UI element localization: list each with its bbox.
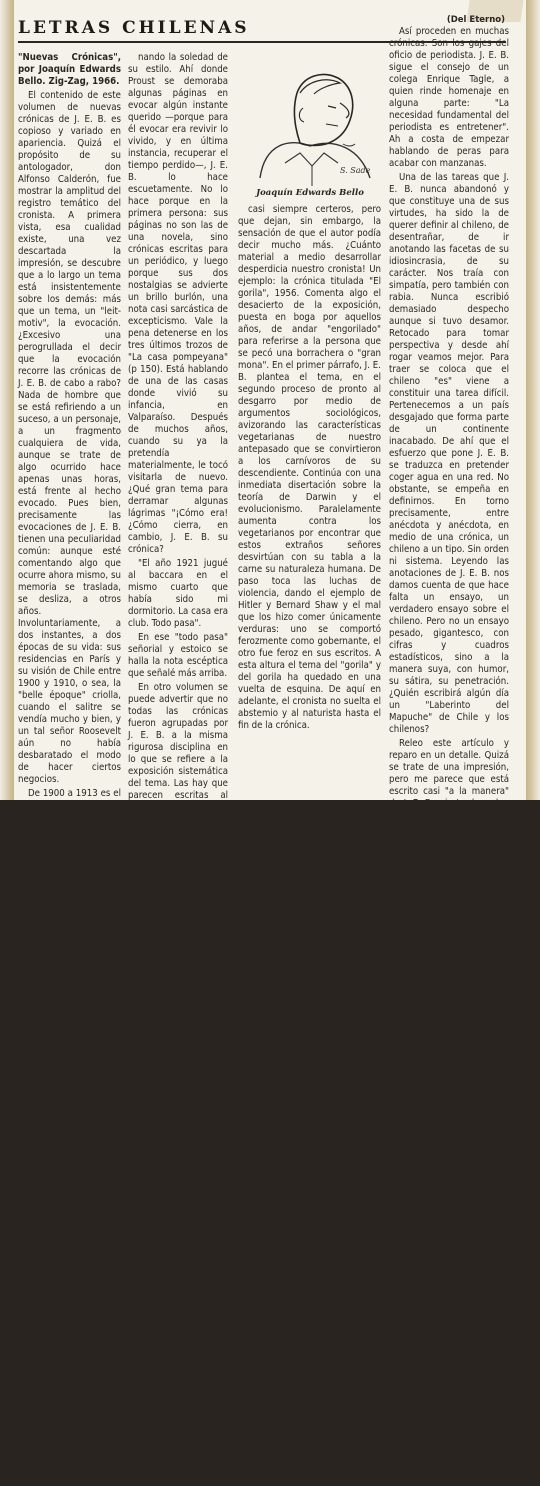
paragraph: "El que no tiene un pelo de histrión, es tonto". (389, 946, 509, 969)
article-column-2 (128, 52, 228, 1224)
paragraph: El contenido de este volumen de nuevas crónicas de J. E. B. es copioso y variado en apariencia. Quizá el propósito de su antologador, don Alfonso Calderón, fue mostrar la amplitud del registro temático del cronista. A primera vista, esa cualidad existe, una vez descartada la impresión, se descubre que a lo largo un tema está insistentemente sobre los demás: más que un tema, un "leit-motiv", la evocación. ¿Excesivo una perogrullada el decir que la evocación recorre las crónicas de J. E. B. de cabo a rabo? Nada de hombre que se está refiriendo a un suceso, a un personaje, a un fragmento cualquiera de vida, aunque se trate de algo ocurrido hace apenas unas horas, está frente al hecho evocado. Pues bien, precisamente las evocaciones de J. E. B. tienen una peculiaridad común: aunque esté comentando algo que ocurre ahora mismo, su memoria se traslada, se desliza, a otros años. Involuntariamente, a dos instantes, a dos épocas de su vida: sus residencias en París y su visión de Chile entre 1900 y 1910, o sea, la "belle époque" criolla, cuando el salitre se vendía mucho y bien, y un tal señor Roosevelt aún no había desbaratado el modo de hacer ciertos negocios. (18, 90, 121, 785)
paragraph: De 1900 a 1913 es el Chile de la infancia de J. E. B., nacido en 1887, cuatro años antes de la revolución del 91. La evocación de Valparaíso y sus puertos, un viaje "al sur", de los "viejos" y los múltiples ritornelos de Santiago se convierte en la constante de las crónicas. En general, sus comunicaciones son semejantes a las de un viejo "gourmet" que exalta con el sabor de platos al ido, con recetas inmortales de tradición en platos. La evocación es una actividad placentera, pero, simultáneamente, una aventura ingrata. Tiene algo de masoquista y también de inútil. Quien habla del pasado está, a veces sin quererlo, juzgando al presente. Y en este juicio, el presente sale siempre mal parado. No es para menos: se está confrontando una idea, con una realidad tangible. Algunas personas, sobre todo a medida que avanzan en edad, hacen que el fuego de las conversaciones se convierta en majadería. Si confrontan pasado / presente delante de gente de una generación más joven, tienen la sartén por el mango. Sobre lo único que un joven no puede discutir es sobre épocas remotas. Pero en J. E. B. no se siente la majadería. Quizá se debe a que el humor, un humor jovial, está determinando (18, 788, 121, 1483)
publication-marker: (Del Eterno) (446, 15, 505, 25)
column-marker (389, 14, 509, 26)
paragraph: Si todas las ideas pudieran expresarse de esta manera, las letras se morirían de hambre. (389, 972, 509, 1019)
clipping-edge-right (526, 0, 540, 800)
paragraph: Releo este artículo y reparo en un detalle. Quizá se trate de una impresión, pero me parece que está escrito casi "a la manera" de J. E. B.: cierto desorden expositivo, la idea que va generando a la siguiente. Ahora entonces otra peculiaridad del autor de las "Nuevas Crónicas": su estilo es contagioso. (389, 738, 509, 881)
paragraph: Así proceden en muchas crónicas. Son los gajes del oficio de periodista. J. E. B. sigue el consejo de un colega Enrique Tagle, a quien rinde homenaje en alguna parte: "La necesidad fundamental del periodista es entretener". Ah a costa de empezar hablando de peras para acabar con manzanas. (389, 26, 509, 169)
paragraph: casi siempre certeros, pero que dejan, sin embargo, la sensación de que el autor podía decir mucho más. ¿Cuánto material a medio desarrollar desperdicia nuestro cronista! Un ejemplo: la crónica titulada "El gorila", 1956. Comenta algo el desacierto de la exposición, puesta en boga por aquellos años, de andar "engorilado" para referirse a la persona que se pecó una borrachera o "gran mona". En el primer párrafo, J. E. B. plantea el tema, en el segundo proceso de pronto al desgarro por medio de argumentos sociológicos, avizorando las características vegetarianas de nuestro antepasado que se convirtieron a los carnívoros de su descendiente. Continúa con una inmediata disertación sobre la teoría de Darwin y el evolucionismo. Paralelamente aumenta contra los vegetarianos por encontrar que estos extraños señores desvirtúan con su tabla a la carne su naturaleza humana. De paso toca las luchas de violencia, dando el ejemplo de Hitler y Bernard Shaw y el mal que los hizo comer únicamente verduras: uno se comportó ferozmente como gobernante, el otro fue feroz en sus escritos. A esta altura el tema del "gorila" y del gorila ha quedado en una vuelta de esquina. De aquí en adelante, el cronista no suelta el abstemio y al naturista hasta el fin de la crónica. (238, 204, 381, 731)
paragraph: En otro volumen se puede advertir que no todas las crónicas fueron agrupadas por J. E. B. a la misma rigurosa disciplina en lo que se refiere a la exposición sistemática del tema. Las hay que parecen escritas al correr de la máquina. Sólo pueden servirles de modelo a aquellos que a cada rato andan preguntándose a los escritores "¿Cómo escribe Ud.?" o "¿De qué manera está hecho el proceso de escribir?" o "¿Qué ocurre cuando la idea pasa de la mente al papel?", y otras preguntas por el estilo que el autor, generalmente, se hace un nudo para responderlas. A menudo J. E. B. comienza con una idea y tres páginas más allá termina con otra idea en el azar y sugiere varias más. Un proceso asociativo se pone en marcha en su cabeza con rapidez asombrosa. Algo digno de ser apreciado por Jung. Una idea genera a la siguiente. Lo que abandona en el camino luego de desarrollarla con breves trazos, (128, 682, 228, 1221)
article-column-4 (389, 14, 509, 1022)
paragraph: "El año 1921 jugué al baccara en el mismo cuarto que había sido mi dormitorio. La casa era club. Todo pasa". (128, 558, 228, 629)
section-header (18, 16, 378, 40)
paragraph: En ese "todo pasa" señorial y estoico se halla la nota escéptica que señalé más arriba. (128, 632, 228, 679)
section-title: LETRAS CHILENAS (18, 18, 250, 38)
paragraph: nando la soledad de su estilo. Ahí donde Proust se demoraba algunas páginas en evocar algún instante querido —porque para él evocar era revivir lo vivido, y en última instancia, recuperar el tiempo perdido—, J. E. B. lo hace escuetamente. No lo hace porque en la primera persona: sus páginas no son las de una novela, sino crónicas escritas para un periódico, y luego porque sus dos nostalgias se advierte un brillo burlón, una nota casi sarcástica de excepticismo. Vale la pena detenerse en los tres últimos trozos de "La casa pompeyana" (p 150). Está hablando de una de las casas donde vivió su infancia, en Valparaíso. Después de muchos años, cuando su ya la pretendía materialmente, le tocó visitarla de nuevo. ¿Qué gran tema para derramar algunas lágrimas "¡Cómo era! ¿Cómo cierra, en cambio, J. E. B. su crónica? (128, 52, 228, 555)
portrait-drawing (240, 48, 380, 188)
book-info: "Nuevas Crónicas", por Joaquín Edwards Bello. Zig-Zag, 1966. (18, 52, 121, 87)
clipping-edge-left (0, 0, 14, 800)
author-portrait-sketch (240, 48, 380, 188)
paragraph: Una de las tareas que J. E. B. nunca abandonó y que constituye una de sus virtudes, ha sido la de querer definir al chileno, de desentrañar, de ir anotando las facetas de su idiosincrasia, de su carácter. Nos traía con simpatía, pero también con rabia. Nunca escribió demasiado despecho aunque si tuvo desamor. Retocado para tomar perspectiva y desde ahí rogar veamos mejor. Para traer se coloca que el chileno "es" viene a constituir una tarea difícil. Pertenecemos a un país desgajado que forma parte de un continente inacabado. De ahí que el esfuerzo que pone J. E. B. se traduzca en pretender coger agua en una red. No obstante, se empeña en definirnos. En torno precisamente, entre anécdota y anécdota, en medio de una crónica, un chileno a un tipo. Sin orden ni sistema. Leyendo las anotaciones de J. E. B. nos damos cuenta de que hace falta un ensayo, un verdadero ensayo sobre el chileno. Pero no un ensayo pesado, gigantesco, con cifras y cuadros estadísticos, sino a la manera suya, con humor, su sátira, su penetración. ¿Quién escribirá algún día un "Laberinto del Mapuche" de Chile y los chilenos? (389, 172, 509, 735)
article-column-1 (18, 52, 121, 1486)
portrait-caption: Joaquín Edwards Bello (256, 188, 364, 198)
artist-signature: S. Sade (340, 166, 371, 175)
paragraph: Y como punto final quiero suscribirme totalmente, en forma y fondo, a su declaración de la página 204: (389, 884, 509, 943)
article-column-3 (238, 204, 381, 734)
